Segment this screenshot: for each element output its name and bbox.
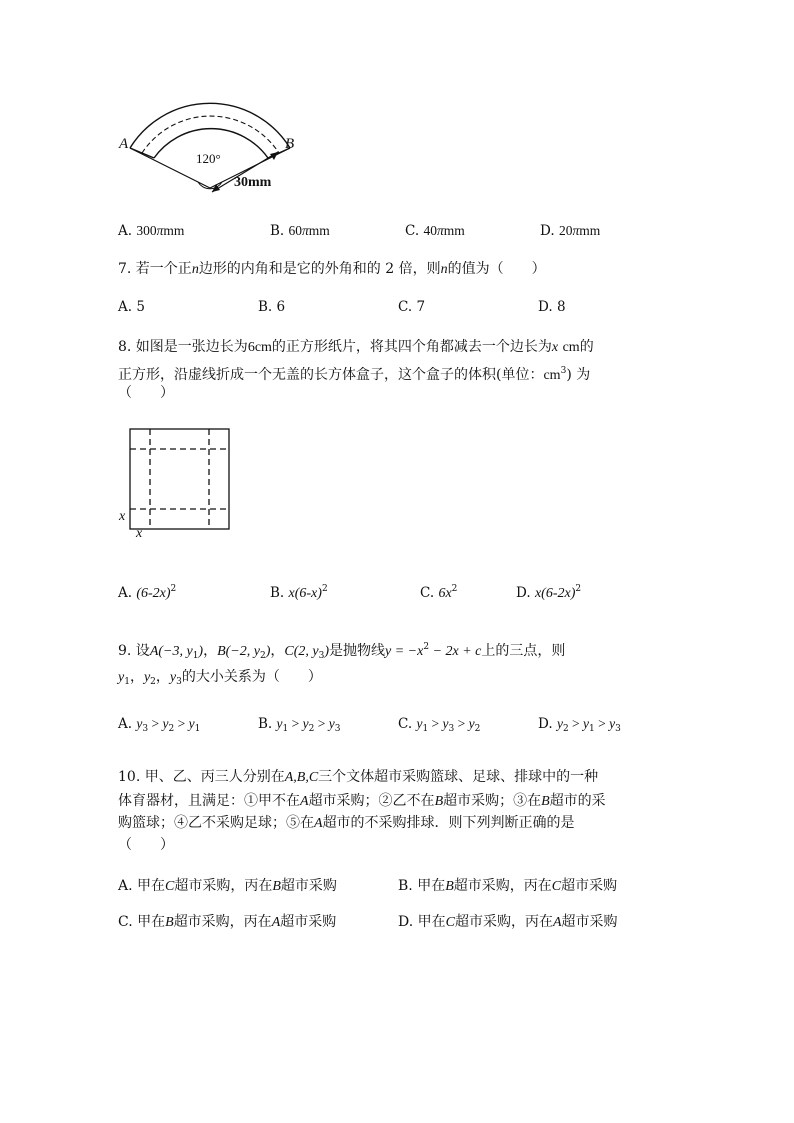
- square-paper-figure: [125, 425, 245, 535]
- label-b: B: [285, 136, 295, 152]
- q9-option-d[interactable]: D. $y_2 > y_1 > y_3$: [538, 716, 621, 734]
- q7-option-a[interactable]: A. 5: [118, 299, 145, 315]
- q6-option-a[interactable]: A. 300πmm: [118, 223, 185, 239]
- q8-option-d[interactable]: D. $x(6-2x)^2$: [516, 584, 582, 601]
- q10-stem-line3: 购篮球；④乙不采购足球；⑤在A超市的不采购排球．则下列判断正确的是: [118, 815, 575, 831]
- q10-option-b[interactable]: B. 甲在B超市采购，丙在C超市采购: [398, 878, 618, 894]
- q9-stem-line1: 9. 设A(−3, $y_1$)，B(−2, $y_2$)，C(2, $y_3$)是抛物线$y = -x^2 - 2x + c$上的三点，则: [118, 642, 566, 661]
- q8-option-c[interactable]: C. $6x^2$: [420, 584, 458, 601]
- fig-x-left: x: [119, 509, 126, 524]
- q9-stem-line2: $y_1$，$y_2$，$y_3$的大小关系为（ ）: [118, 669, 322, 687]
- q9-option-c[interactable]: C. $y_1 > y_3 > y_2$: [398, 716, 481, 734]
- label-a: A: [119, 136, 129, 152]
- q8-stem-line2: 正方形，沿虚线折成一个无盖的长方体盒子，这个盒子的体积(单位：$cm^3$) 为: [118, 366, 591, 383]
- q8-option-a[interactable]: A. $(6-2x)^2$: [118, 584, 177, 601]
- square-outline: [130, 429, 229, 529]
- q6-option-d[interactable]: D. 20πmm: [540, 223, 601, 239]
- q7-option-c[interactable]: C. 7: [398, 299, 426, 315]
- q10-option-c[interactable]: C. 甲在B超市采购，丙在A超市采购: [118, 914, 337, 930]
- q10-option-a[interactable]: A. 甲在C超市采购，丙在B超市采购: [118, 878, 337, 894]
- q10-stem-line1: 10. 甲、乙、丙三人分别在A,B,C三个文体超市采购篮球、足球、排球中的一种: [118, 769, 599, 785]
- q10-stem-line4: （ ）: [118, 837, 174, 853]
- outer-arc: [130, 103, 290, 148]
- radius-label: 30mm: [234, 175, 272, 190]
- q8-stem-line1: 8. 如图是一张边长为6cm的正方形纸片，将其四个角都减去一个边长为x cm的: [118, 339, 594, 355]
- angle-label: 120°: [196, 151, 221, 166]
- q9-option-a[interactable]: A. $y_3 > y_2 > y_1$: [118, 716, 201, 734]
- q7-option-d[interactable]: D. 8: [538, 299, 566, 315]
- q8-option-b[interactable]: B. $x(6-x)^2$: [270, 584, 328, 601]
- q8-stem-line3: （ ）: [118, 385, 174, 401]
- q10-stem-line2: 体育器材，且满足：①甲不在A超市采购；②乙不在B超市采购；③在B超市的采: [118, 793, 606, 809]
- q6-option-b[interactable]: B. 60πmm: [270, 223, 330, 239]
- left-end-cap: [130, 148, 154, 158]
- q9-option-b[interactable]: B. $y_1 > y_2 > y_3$: [258, 716, 341, 734]
- q6-option-c[interactable]: C. 40πmm: [405, 223, 465, 239]
- fig-x-bottom: x: [136, 526, 143, 541]
- q10-option-d[interactable]: D. 甲在C超市采购，丙在A超市采购: [398, 914, 618, 930]
- q7-option-b[interactable]: B. 6: [258, 299, 286, 315]
- q7-stem: 7. 若一个正n边形的内角和是它的外角和的 2 倍，则n的值为（ ）: [118, 261, 546, 277]
